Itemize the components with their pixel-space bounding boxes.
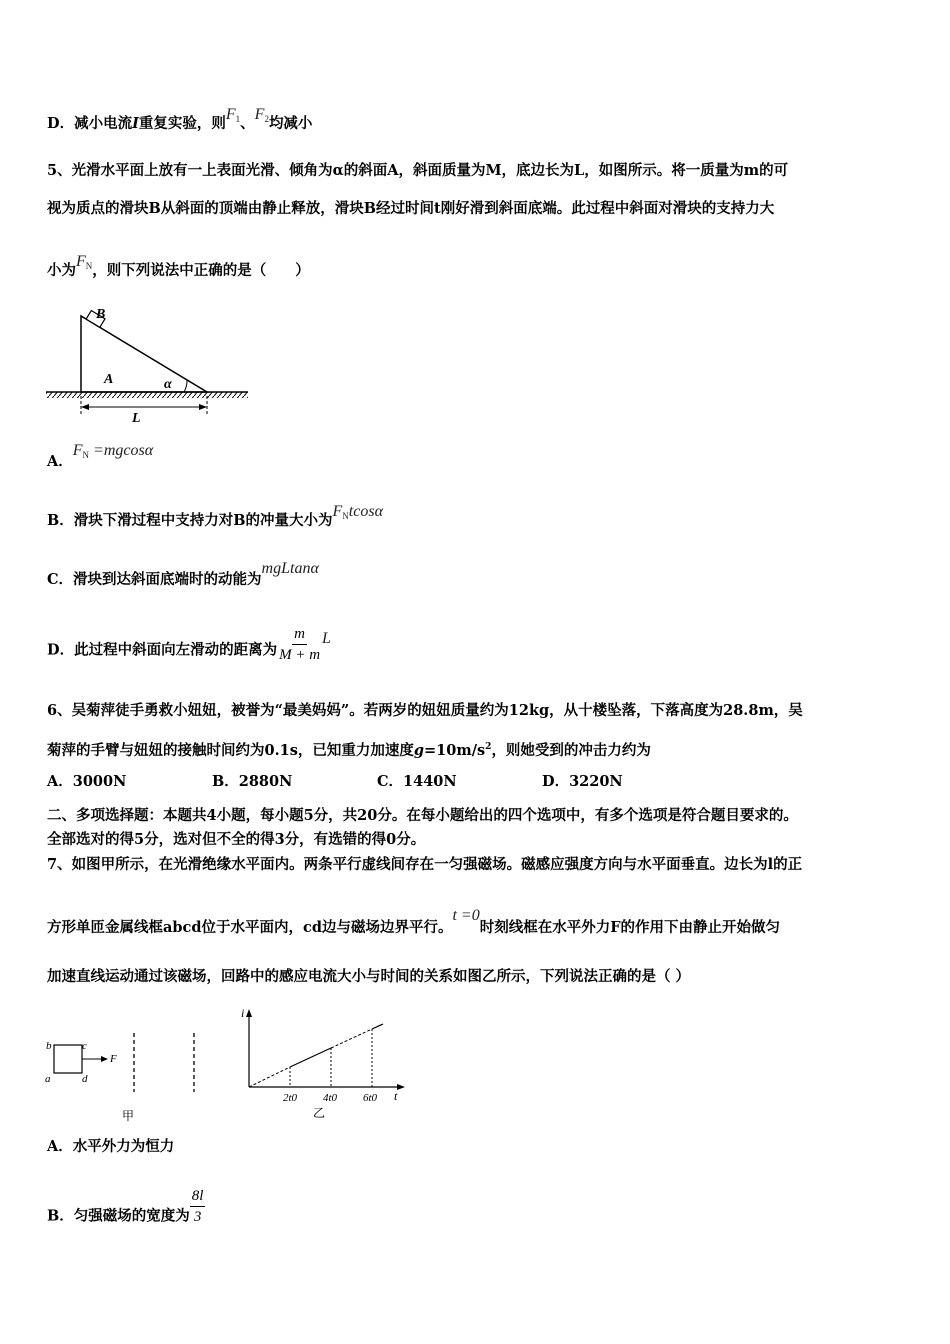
q7-line-3: 加速直线运动通过该磁场，回路中的感应电流大小与时间的关系如图乙所示，下列说法正确的是（ ） [47, 968, 691, 985]
q5-option-a: A．$F_N =mgcos\alpha$ [47, 442, 154, 470]
label-a: A [104, 372, 114, 387]
ground-hatch [46, 392, 248, 398]
q6-line-2: 菊萍的手臂与妞妞的接触时间约为0.1s，已知重力加速度$g=10m/s^2$，则她受到的冲击力约为 [47, 741, 651, 759]
q5-option-d: D．此过程中斜面向左滑动的距离为 $\frac{m}{M + m}$ L [47, 626, 331, 663]
q6-option-a: A．3000N [47, 773, 127, 790]
q7-line-2: 方形单匝金属线框abcd位于水平面内，cd边与磁场边界平行。t =0时刻线框在水平外力F的作用下由静止开始做匀 [47, 907, 781, 936]
fraction-m-over-mplusm: $\frac{m}{M + m}$ [279, 626, 321, 663]
q5-line-3: 小为$F_N$，则下列说法中正确的是（ ） [47, 253, 310, 279]
svg-text:b: b [46, 1040, 52, 1052]
q5-line-1: 5、光滑水平面上放有一上表面光滑、倾角为α的斜面A，斜面质量为M，底边长为L，如图所示。将一质量为m的可 [47, 162, 789, 179]
figure-jia [40, 1030, 210, 1125]
q6-option-c: C．1440N [377, 773, 457, 790]
tick-2t0: 2t0 [283, 1092, 298, 1104]
coil-square [54, 1045, 82, 1073]
current-line-dashed-2 [331, 1029, 372, 1048]
section2-line-1: 二、多项选择题：本题共4小题，每小题5分，共20分。在每小题给出的四个选项中，有多个选项是符合题目要求的。 [47, 807, 798, 824]
q6-option-b: B．2880N [212, 773, 293, 790]
f2-symbol: $F_2$ [254, 106, 269, 124]
q6-options [47, 772, 707, 792]
current-line-solid-1 [290, 1048, 331, 1067]
tick-6t0: 6t0 [363, 1092, 378, 1104]
q6-option-d: D．3220N [542, 773, 623, 790]
section2-line-2: 全部选对的得5分，选对但不全的得3分，有选错的得0分。 [47, 831, 426, 848]
incline-figure [44, 300, 254, 428]
tick-4t0: 4t0 [323, 1092, 338, 1104]
svg-text:t: t [394, 1089, 398, 1103]
svg-text:甲: 甲 [122, 1109, 135, 1123]
q5-option-c: C．滑块到达斜面底端时的动能为mgLtanα [47, 560, 319, 588]
svg-text:a: a [45, 1073, 51, 1085]
svg-text:d: d [82, 1073, 88, 1085]
label-l: L [132, 411, 141, 426]
fraction-8l-over-3: $\frac{8l}{3}$ [191, 1188, 204, 1225]
svg-text:c: c [82, 1040, 87, 1052]
figure-yi [235, 1005, 415, 1123]
q5-option-b: B．滑块下滑过程中支持力对B的冲量大小为$F_Ntcos\alpha$ [47, 503, 383, 529]
q4-option-d: D．减小电流I重复实验，则$F_1$、$F_2$均减小 [47, 106, 313, 132]
q7-option-a: A．水平外力为恒力 [47, 1138, 175, 1155]
fn-symbol: $F_N$ [76, 253, 93, 271]
svg-text:乙: 乙 [313, 1106, 326, 1120]
svg-text:F: F [110, 1053, 117, 1065]
q7-option-b: B．匀强磁场的宽度为 $\frac{8l}{3}$ [47, 1188, 204, 1225]
angle-arc [184, 380, 187, 392]
svg-text:i: i [241, 1006, 245, 1020]
f1-symbol: $F_1$ [225, 106, 241, 124]
label-alpha: α [164, 377, 172, 392]
current-line-dashed-1 [249, 1067, 290, 1087]
q6-line-1: 6、吴菊萍徒手勇救小妞妞，被誉为“最美妈妈”。若两岁的妞妞质量约为12kg，从十楼坠落，下落高度为28.8m，吴 [47, 702, 803, 719]
q7-line-1: 7、如图甲所示，在光滑绝缘水平面内。两条平行虚线间存在一匀强磁场。磁感应强度方向与水平面垂直。边长为l的正 [47, 856, 803, 873]
q5-line-2: 视为质点的滑块B从斜面的顶端由静止释放，滑块B经过时间t刚好滑到斜面底端。此过程中斜面对滑块的支持力大 [47, 200, 775, 217]
current-line-solid-2 [372, 1024, 383, 1029]
label-b: B [96, 307, 106, 322]
